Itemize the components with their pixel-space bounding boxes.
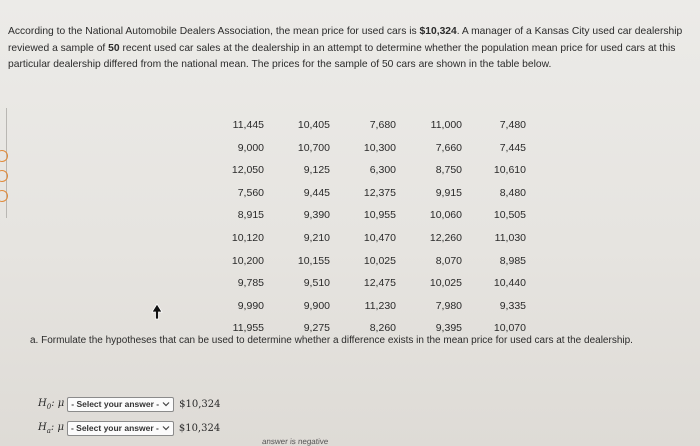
radio-edge-icon	[0, 150, 8, 162]
table-cell: 7,445	[499, 141, 526, 154]
intro-mid: . A manager of a Kansas City used car dealership reviewed a sample of	[8, 26, 683, 54]
table-cell: 10,955	[363, 209, 396, 222]
table-cell: 10,060	[429, 209, 462, 222]
table-cell: 7,660	[435, 141, 462, 154]
ha-label: $H_a$: μ	[38, 421, 64, 435]
null-hypothesis-row	[38, 396, 220, 412]
table-cell: 9,390	[303, 209, 330, 222]
table-cell: 10,470	[363, 231, 396, 244]
table-cell: 10,155	[297, 254, 330, 267]
table-cell: 10,025	[363, 254, 396, 267]
table-cell: 10,440	[493, 277, 526, 290]
table-cell: 9,395	[435, 322, 462, 335]
table-cell: 7,680	[369, 119, 396, 131]
table-cell: 9,445	[303, 186, 330, 199]
table-cell: 11,230	[364, 299, 396, 312]
table-cell: 9,510	[303, 277, 330, 290]
table-cell: 9,990	[237, 299, 264, 312]
table-cell: 12,260	[429, 231, 462, 244]
table-cell: 9,785	[237, 277, 264, 290]
table-cell: 9,000	[237, 141, 264, 154]
table-cell: 11,445	[232, 119, 264, 131]
table-cell: 11,955	[232, 322, 264, 335]
h0-label: $H_0$: μ	[38, 397, 65, 411]
intro-post: recent used car sales at the dealership in an attempt to determine whether the population mean price for used cars at this particular dealership differed from the national mean. The prices for the sample of 50 cars are shown in the table below.	[8, 42, 676, 70]
ha-operator-select[interactable]	[67, 421, 174, 436]
ha-value: $10,324	[178, 422, 221, 434]
table-cell: 10,610	[493, 164, 526, 177]
table-cell: 7,560	[237, 186, 264, 199]
table-cell: 8,985	[499, 254, 526, 267]
table-cell: 9,915	[435, 186, 462, 199]
chevron-down-icon	[162, 425, 170, 431]
alternative-hypothesis-row	[38, 420, 220, 436]
h0-value: $10,324	[179, 398, 221, 410]
table-cell: 9,125	[303, 164, 330, 177]
table-cell: 12,050	[231, 164, 264, 177]
table-cell: 10,200	[231, 254, 264, 267]
table-cell: 8,915	[237, 209, 264, 222]
table-cell: 10,505	[493, 209, 526, 222]
national-mean-price: $10,324	[419, 26, 457, 37]
table-cell: 11,000	[430, 119, 462, 131]
table-cell: 9,210	[303, 231, 330, 244]
ha-select-text: - Select your answer -	[70, 423, 159, 433]
table-cell: 7,980	[435, 299, 462, 312]
table-cell: 12,475	[363, 277, 396, 290]
h0-operator-select[interactable]	[67, 397, 174, 412]
chevron-down-icon	[162, 401, 170, 407]
used-car-price-table	[222, 114, 526, 340]
intro-pre: According to the National Automobile Dealers Association, the mean price for used cars is	[8, 26, 420, 37]
table-cell: 9,900	[303, 299, 330, 312]
partial-hint-text: answer is negative	[261, 437, 329, 446]
part-a-question: a. Formulate the hypotheses that can be used to determine whether a difference exists in the mean price for used cars at the dealership.	[30, 335, 633, 346]
table-cell: 8,480	[499, 186, 526, 199]
table-cell: 10,025	[429, 277, 462, 290]
table-cell: 10,120	[231, 231, 264, 244]
h0-select-text: - Select your answer -	[71, 399, 160, 409]
left-panel-edge	[0, 108, 7, 218]
table-cell: 9,335	[499, 299, 526, 312]
table-cell: 10,300	[363, 141, 396, 154]
table-cell: 8,750	[435, 164, 462, 177]
table-cell: 7,480	[499, 119, 526, 131]
table-cell: 10,070	[493, 322, 526, 335]
table-cell: 10,700	[297, 141, 330, 154]
radio-edge-icon	[0, 190, 8, 202]
table-cell: 11,030	[494, 231, 526, 244]
mouse-cursor-icon	[150, 303, 164, 321]
table-cell: 6,300	[369, 164, 396, 177]
table-cell: 8,070	[435, 254, 462, 267]
table-cell: 10,405	[297, 119, 330, 131]
table-cell: 9,275	[303, 322, 330, 335]
problem-intro	[8, 24, 698, 74]
radio-edge-icon	[0, 170, 8, 182]
sample-size: 50	[108, 42, 120, 54]
table-cell: 12,375	[363, 186, 396, 199]
table-cell: 8,260	[369, 322, 396, 335]
